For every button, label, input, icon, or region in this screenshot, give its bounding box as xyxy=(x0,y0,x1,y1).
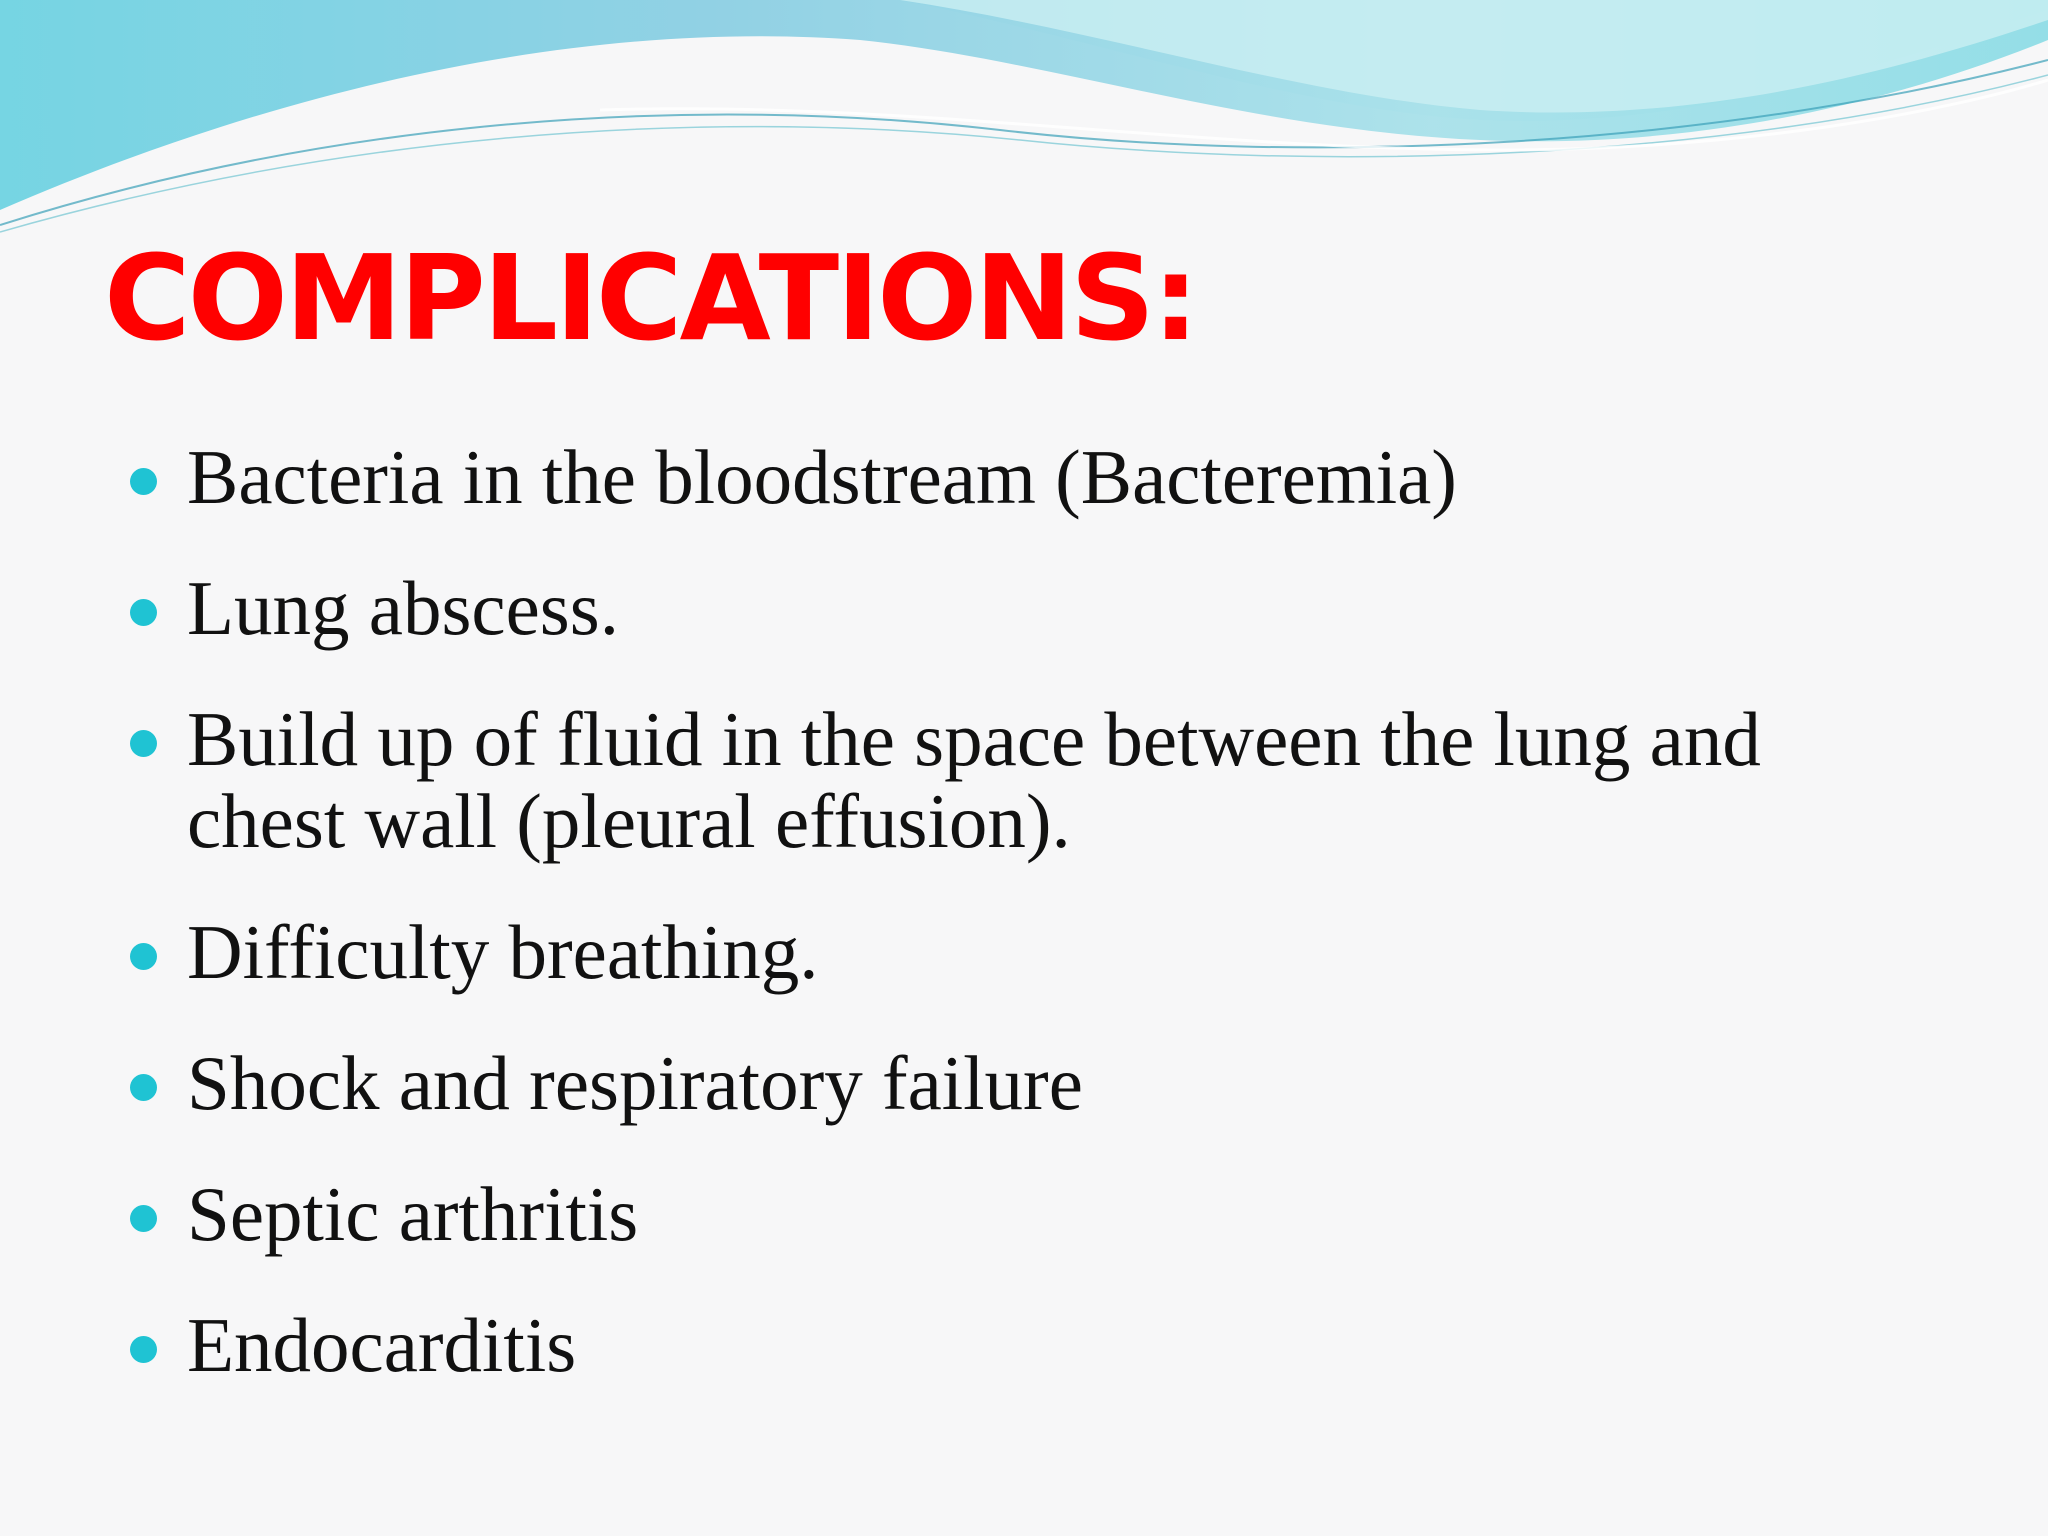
bullet-dot-icon xyxy=(130,943,157,970)
list-item xyxy=(130,911,1950,993)
bullet-list xyxy=(130,436,1950,1435)
list-item xyxy=(130,1304,1950,1386)
bullet-dot-icon xyxy=(130,599,157,626)
bullet-dot-icon xyxy=(130,1336,157,1363)
bullet-dot-icon xyxy=(130,1205,157,1232)
bullet-text: Endocarditis xyxy=(187,1302,577,1388)
list-item xyxy=(130,1173,1950,1255)
bullet-dot-icon xyxy=(130,1074,157,1101)
header-wave-decoration xyxy=(0,0,2048,240)
bullet-dot-icon xyxy=(130,730,157,757)
list-item xyxy=(130,567,1950,649)
bullet-text: Bacteria in the bloodstream (Bacteremia) xyxy=(187,434,1457,520)
bullet-text: Difficulty breathing. xyxy=(187,909,819,995)
bullet-text: Build up of fluid in the space between the lung and chest wall (pleural effusion). xyxy=(187,696,1761,864)
slide-title: COMPLICATIONS: xyxy=(104,229,1197,367)
list-item xyxy=(130,436,1950,518)
bullet-text: Septic arthritis xyxy=(187,1171,639,1257)
bullet-text: Lung abscess. xyxy=(187,565,619,651)
list-item xyxy=(130,698,1950,862)
list-item xyxy=(130,1042,1950,1124)
bullet-text: Shock and respiratory failure xyxy=(187,1040,1083,1126)
bullet-dot-icon xyxy=(130,468,157,495)
